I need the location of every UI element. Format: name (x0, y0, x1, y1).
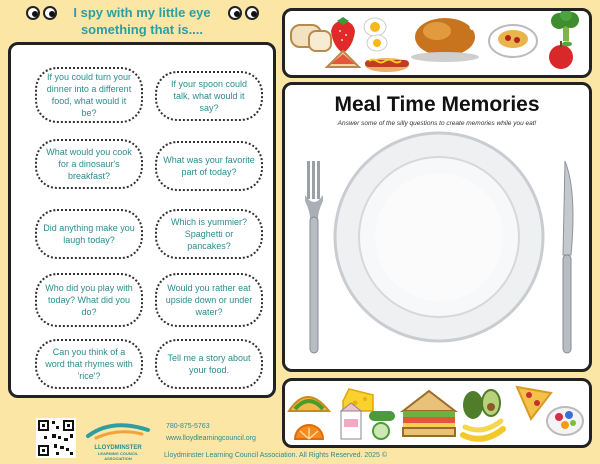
contact-phone: 780-875-5763 (166, 423, 210, 430)
copyright-notice (164, 450, 387, 461)
bottom-food-strip (282, 378, 592, 448)
question-text: Would you rather eat upside down or under water? (165, 283, 253, 317)
contact-website-link[interactable]: www.lloydlearningcouncil.org (166, 435, 256, 442)
milk-carton-icon (341, 403, 361, 439)
question-bubble (35, 209, 143, 259)
knife-icon (563, 161, 573, 353)
meal-time-panel (282, 82, 592, 372)
eye-icon (26, 6, 40, 20)
qr-code-icon[interactable] (36, 418, 76, 458)
logo-text (82, 445, 154, 461)
logo-swoosh-icon (82, 420, 154, 440)
question-text: What was your favorite part of today? (163, 155, 255, 177)
googly-eyes-right-icon (228, 6, 259, 20)
bread-icon (291, 25, 331, 51)
fork-icon (305, 161, 323, 353)
copyright-symbol: © (381, 452, 388, 459)
question-bubble (35, 339, 143, 389)
question-text: Which is yummier? Spaghetti or pancakes? (170, 217, 247, 251)
question-bubble (155, 141, 263, 191)
question-bubble (155, 273, 263, 327)
egg-icon (364, 18, 387, 51)
fruit-bowl-icon (547, 407, 583, 435)
question-text: If your spoon could talk, what would it say? (170, 79, 248, 113)
questions-panel (8, 42, 276, 398)
roast-chicken-icon (411, 18, 482, 62)
plate-icon (335, 133, 543, 341)
logo-text-line3: ASSOCIATION (104, 456, 132, 461)
top-food-illustrations (285, 11, 589, 75)
logo-text-line2: LEARNING COUNCIL (97, 451, 139, 456)
place-setting-illustration (285, 85, 589, 369)
question-bubble (35, 139, 143, 189)
sandwich-icon (403, 391, 455, 436)
logo-text-line1: LLOYDMINSTER (94, 445, 142, 451)
question-text: Can you think of a word that rhymes with 'rice'? (45, 347, 133, 381)
question-text: What would you cook for a dinosaur's breakfast? (46, 147, 132, 181)
question-text: If you could turn your dinner into a different food, what would it be? (46, 72, 132, 118)
googly-eyes-left-icon (26, 6, 57, 20)
eye-icon (245, 6, 259, 20)
bananas-icon (463, 421, 503, 439)
pizza-icon (517, 387, 551, 419)
strawberry-icon (331, 17, 355, 53)
organization-logo (82, 420, 154, 460)
orange-slice-icon (295, 425, 323, 439)
page-subtitle: Answer some of the silly questions to create memories while you eat! (337, 120, 537, 127)
i-spy-title-line1: I spy with my little eye (73, 5, 211, 20)
question-text: Did anything make you laugh today? (43, 223, 135, 245)
question-text: Who did you play with today? What did you do? (45, 283, 133, 317)
cucumber-icon (369, 411, 395, 439)
spaghetti-icon (489, 25, 537, 57)
question-bubble (155, 339, 263, 389)
bottom-food-illustrations (285, 381, 589, 445)
i-spy-title-line2: something that is.... (80, 22, 204, 37)
broccoli-icon (551, 11, 579, 41)
hotdog-icon (365, 58, 409, 72)
i-spy-title (62, 4, 222, 38)
page-title: Meal Time Memories (334, 93, 540, 116)
question-bubble (155, 71, 263, 121)
copyright-text: Lloydminster Learning Council Association. All Rights Reserved. 2025 (164, 452, 380, 459)
eye-icon (43, 6, 57, 20)
eye-icon (228, 6, 242, 20)
avocado-icon (463, 390, 500, 419)
sandwich-slice-icon (327, 51, 359, 67)
apple-icon (549, 41, 573, 69)
question-bubble (35, 273, 143, 327)
top-food-strip (282, 8, 592, 78)
question-text: Tell me a story about your food. (167, 353, 251, 375)
question-bubble (155, 209, 263, 259)
question-bubble (35, 67, 143, 123)
taco-icon (289, 397, 329, 411)
